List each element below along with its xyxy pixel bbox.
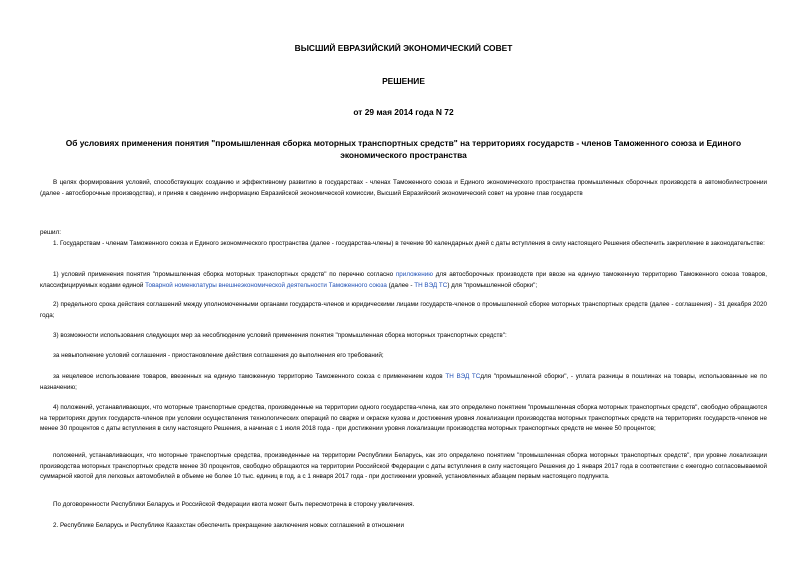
paragraph-1-1 bbox=[40, 270, 767, 291]
paragraph-1-3b-text-b: для "промышленной сборки", - уплата разницы в пошлинах на товары, использованные не по назначению; bbox=[40, 373, 767, 391]
paragraph-1: 1. Государствам - членам Таможенного союза и Единого экономического пространства (далее - государства-члены) в течение 90 календарных дней с даты вступления в силу настоящего Решения обеспечить закрепление в законодательстве: bbox=[53, 240, 765, 247]
paragraph-1-3: 3) возможности использования следующих мер за несоблюдение условий применения понятия "промышленная сборка моторных транспортных средств": bbox=[53, 332, 507, 339]
annex-link[interactable]: приложению bbox=[395, 271, 433, 278]
preamble-paragraph: В целях формирования условий, способствующих созданию и эффективному развитию в государствах - членах Таможенного союза и Единого экономического пространства промышленных сборочных производств в автомобилестроении (далее - автосборочные производства), и приняв к сведению информацию Евразийской экономической комиссии, Высший Евразийский экономический совет на уровне глав государств bbox=[40, 179, 767, 197]
paragraph-1-3b-text-a: за нецелевое использование товаров, ввезенных на единую таможенную территорию Таможенного союза с применением кодов bbox=[53, 373, 446, 380]
paragraph-1-1-text-d: ) для "промышленной сборки"; bbox=[447, 281, 538, 289]
paragraph-1-4-second: положений, устанавливающих, что моторные транспортные средства, произведенные на территории Республики Беларусь, как это определено понятием "промышленная сборка моторных транспортных средств", при уровне локализации производства моторных транспортных средств менее 30 процентов, свободно обращаются на территории Российской Федерации с даты вступления в силу настоящего Решения до 1 января 2017 года в соответствии с ежегодно согласовываемой суммарной квотой для легковых автомобилей в объеме не более 10 тыс. единиц в год, а с 1 января 2017 года - при достижении уровней, установленных абзацем первым настоящего подпункта. bbox=[40, 452, 767, 481]
paragraph-1-1-text-a: 1) условий применения понятия "промышленная сборка моторных транспортных средств" по перечню согласно bbox=[53, 271, 396, 278]
paragraph-1-1-text-b: для автосборочных производств при ввозе на единую таможенную территорию Таможенного союза товаров, классифицируемых кодами единой bbox=[40, 271, 768, 289]
document-title: Об условиях применения понятия "промышленная сборка моторных транспортных средств" на территориях государств - членов Таможенного союза и Единого экономического пространства bbox=[65, 138, 742, 160]
paragraph-1-3-measure-b bbox=[40, 372, 767, 393]
tnved-short-link-2[interactable]: ТН ВЭД ТС bbox=[445, 373, 481, 380]
issuer-heading: ВЫСШИЙ ЕВРАЗИЙСКИЙ ЭКОНОМИЧЕСКИЙ СОВЕТ bbox=[294, 43, 513, 53]
paragraph-1-4-quota: По договоренности Республики Беларусь и Российской Федерации квота может быть пересмотрена в сторону увеличения. bbox=[53, 501, 415, 508]
paragraph-2: 2. Республике Беларусь и Республике Казахстан обеспечить прекращение заключения новых соглашений в отношении bbox=[53, 522, 404, 529]
tnved-link[interactable]: Товарной номенклатуры внешнеэкономической деятельности Таможенного союза bbox=[145, 281, 387, 289]
resolved-label: решил: bbox=[40, 229, 61, 236]
document-type-heading: РЕШЕНИЕ bbox=[382, 76, 425, 86]
paragraph-1-3-measure-a: за невыполнение условий соглашения - приостановление действия соглашения до выполнения его требований; bbox=[53, 352, 384, 359]
paragraph-1-1-text-c: (далее - bbox=[386, 281, 415, 289]
paragraph-1-2: 2) предельного срока действия соглашений между уполномоченными органами государств-членов и юридическими лицами государств-членов о промышленной сборке моторных транспортных средств (далее - соглашения) - 31 декабря 2020 года; bbox=[40, 301, 767, 319]
tnved-short-link[interactable]: ТН ВЭД ТС bbox=[414, 281, 448, 289]
paragraph-1-4: 4) положений, устанавливающих, что моторные транспортные средства, произведенные на территории одного государства-члена, как это определено понятием "промышленная сборка моторных транспортных средств", свободно обращаются на территориях других государств-членов при условии осуществления технологических операций по сварке и окраске кузова и достижения уровня локализации производства моторных транспортных средств на территориях государств-членов не менее 30 процентов с даты вступления в силу настоящего Решения, а начиная с 1 июля 2018 года - при достижении уровня локализации производства моторных транспортных средств не менее 50 процентов; bbox=[40, 404, 767, 433]
date-number-heading: от 29 мая 2014 года N 72 bbox=[353, 107, 454, 117]
